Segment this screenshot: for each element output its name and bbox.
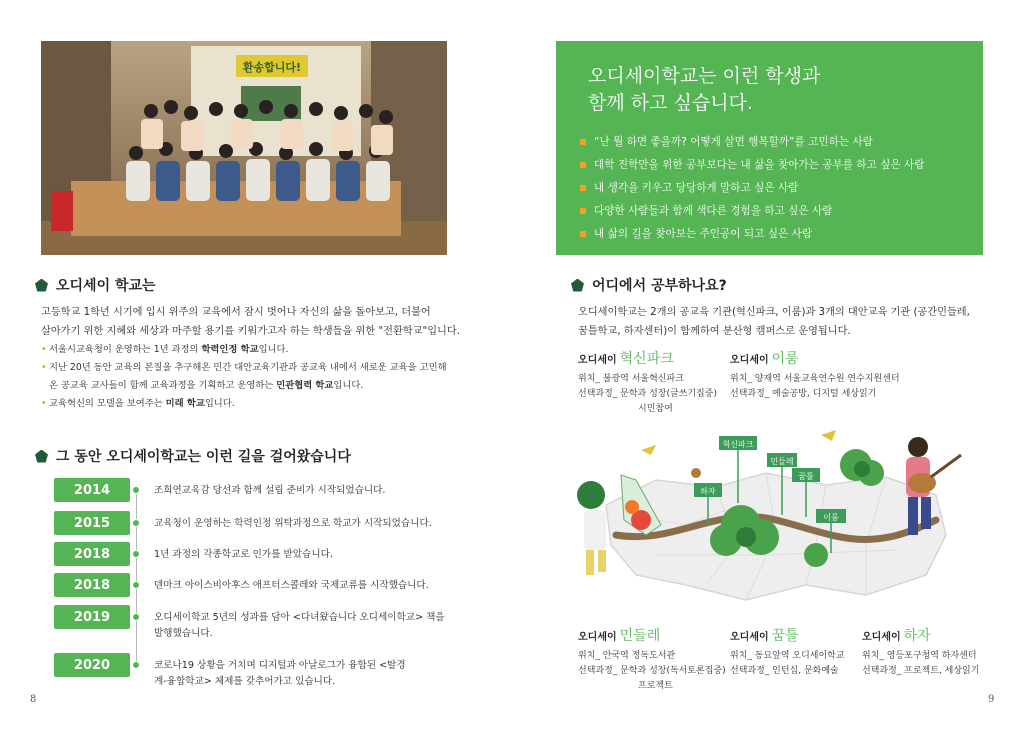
intro-body: [41, 303, 471, 413]
page-number-left: 8: [30, 694, 37, 705]
intro-line: 살아가기 위한 지혜와 세상과 마주할 용기를 키워가고자 하는 학생들을 위한 "전환학교"입니다.: [41, 326, 460, 337]
campus-location: 위치_ 불광역 서울혁신파크: [578, 374, 684, 384]
target-students-title: [588, 63, 959, 117]
timeline-year: 2014: [54, 478, 130, 502]
where-line: 꿈틀학교, 하자센터)이 함께하여 분산형 캠퍼스로 운영됩니다.: [578, 326, 851, 337]
campus-course: 선택과정_ 인턴십, 문화예술: [730, 666, 839, 676]
timeline-line: [136, 490, 137, 668]
box-title-line: 함께 하고 싶습니다.: [588, 92, 753, 114]
intro-heading: [35, 275, 156, 295]
map-label-irum: 이룸: [823, 513, 839, 522]
map-label-haja: 하자: [700, 487, 716, 496]
campus-irum: [730, 352, 900, 402]
page-number-right: 9: [988, 694, 995, 705]
campus-hyeoksin: [578, 352, 717, 417]
timeline-row: [54, 605, 445, 639]
history-heading-text: 그 동안 오디세이학교는 이런 길을 걸어왔습니다: [56, 449, 351, 465]
intro-heading-text: 오디세이 학교는: [56, 278, 156, 294]
pentagon-bullet-icon: [35, 279, 48, 292]
timeline-text: 교육청이 운영하는 학력인정 위탁과정으로 학교가 시작되었습니다.: [154, 518, 432, 529]
campus-course: 선택과정_ 문학과 성장(독서토론집중): [578, 666, 726, 676]
pentagon-bullet-icon: [571, 279, 584, 292]
target-student-item: 다양한 사람들과 함께 색다른 경험을 하고 싶은 사람: [580, 200, 959, 223]
campus-name: 오디세이 하자: [862, 628, 931, 644]
seoul-map-svg: [566, 425, 986, 625]
map-label-mindeulle: 민들레: [770, 457, 794, 466]
campus-location: 위치_ 양재역 서울교육연수원 연수지원센터: [730, 374, 900, 384]
where-heading: [571, 275, 727, 295]
campus-mindeulle: [578, 629, 726, 694]
intro-bullet: • 지난 20년 동안 교육의 본질을 추구해온 민간 대안교육기관과 공교육 내에서 새로운 교육을 고민해온 공교육 교사들이 함께 교육과정을 기획하고 운영하는 민관협력 학교입니다.: [41, 359, 451, 395]
campus-name: 오디세이 혁신파크: [578, 351, 674, 367]
timeline-row: [54, 511, 432, 535]
campus-location: 위치_ 영등포구청역 하자센터: [862, 651, 977, 661]
campus-course-cont: 프로젝트: [638, 681, 673, 691]
timeline-year: 2020: [54, 653, 130, 677]
campus-name: 오디세이 이룸: [730, 351, 799, 367]
intro-line: 고등학교 1학년 시기에 입시 위주의 교육에서 잠시 벗어나 자신의 삶을 돌아보고, 더불어: [41, 307, 431, 318]
campus-haja: [862, 629, 979, 679]
where-body: [578, 303, 988, 341]
where-heading-text: 어디에서 공부하나요?: [592, 278, 727, 294]
timeline-row: [54, 542, 333, 566]
target-students-list: [580, 131, 959, 246]
timeline-text: 1년 과정의 각종학교로 인가를 받았습니다.: [154, 549, 333, 560]
history-heading: [35, 446, 351, 466]
timeline-dot: [132, 550, 140, 558]
target-student-item: 대학 진학만을 위한 공부보다는 내 삶을 찾아가는 공부를 하고 싶은 사람: [580, 154, 959, 177]
timeline-text: 조희연교육감 당선과 함께 설립 준비가 시작되었습니다.: [154, 485, 386, 496]
target-student-item: 내 삶의 길을 찾아보는 주인공이 되고 싶은 사람: [580, 223, 959, 246]
timeline-year: 2018: [54, 542, 130, 566]
campus-name: 오디세이 민들레: [578, 628, 661, 644]
campus-map-illustration: [566, 425, 986, 625]
photo-banner-text: 환송합니다!: [242, 61, 302, 74]
timeline-dot: [132, 613, 140, 621]
campus-course: 선택과정_ 문학과 성장(글쓰기집중): [578, 389, 717, 399]
timeline-year: 2015: [54, 511, 130, 535]
group-photo-illustration: [41, 41, 447, 255]
timeline-text: 코로나19 상황을 거치며 디지털과 아날로그가 융합된 <탈경계-융합학교> 체제를 갖추어가고 있습니다.: [154, 660, 406, 687]
campus-location: 위치_ 안국역 정독도서관: [578, 651, 676, 661]
timeline-year: 2019: [54, 605, 130, 629]
timeline-text: 덴마크 아이스비아후스 애프터스콜레와 국제교류를 시작했습니다.: [154, 580, 429, 591]
where-line: 오디세이학교는 2개의 공교육 기관(혁신파크, 이룸)과 3개의 대안교육 기관 (공간민들레,: [578, 307, 970, 318]
pentagon-bullet-icon: [35, 450, 48, 463]
map-label-hyeoksin: 혁신파크: [722, 440, 754, 449]
campus-course: 선택과정_ 예술공방, 디지털 세상읽기: [730, 389, 877, 399]
target-student-item: “난 뭘 하면 좋을까? 어떻게 살면 행복할까”를 고민하는 사람: [580, 131, 959, 154]
box-title-line: 오디세이학교는 이런 학생과: [588, 65, 821, 87]
timeline-dot: [132, 519, 140, 527]
campus-course: 선택과정_ 프로젝트, 세상읽기: [862, 666, 980, 676]
target-student-item: 내 생각을 키우고 당당하게 말하고 싶은 사람: [580, 177, 959, 200]
target-students-box: [556, 41, 983, 255]
intro-bullets: [41, 341, 471, 413]
timeline-row: [54, 478, 386, 502]
timeline-row: [54, 653, 406, 687]
intro-bullet: • 교육혁신의 모델을 보여주는 미래 학교입니다.: [41, 395, 471, 413]
map-label-kkumteul: 꿈틀: [798, 472, 814, 481]
timeline-text: 오디세이학교 5년의 성과를 담아 <다녀왔습니다 오디세이학교> 책을 발행했습니다.: [154, 612, 445, 639]
timeline-dot: [132, 661, 140, 669]
campus-location: 위치_ 동묘앞역 오디세이학교: [730, 651, 845, 661]
timeline-row: [54, 573, 429, 597]
campus-name: 오디세이 꿈틀: [730, 628, 799, 644]
intro-bullet: • 서울시교육청이 운영하는 1년 과정의 학력인정 학교입니다.: [41, 341, 471, 359]
timeline-dot: [132, 581, 140, 589]
group-photo: [41, 41, 447, 255]
campus-kkumteul: [730, 629, 845, 679]
timeline-dot: [132, 486, 140, 494]
timeline-year: 2018: [54, 573, 130, 597]
campus-course-cont: 시민참여: [638, 404, 673, 414]
